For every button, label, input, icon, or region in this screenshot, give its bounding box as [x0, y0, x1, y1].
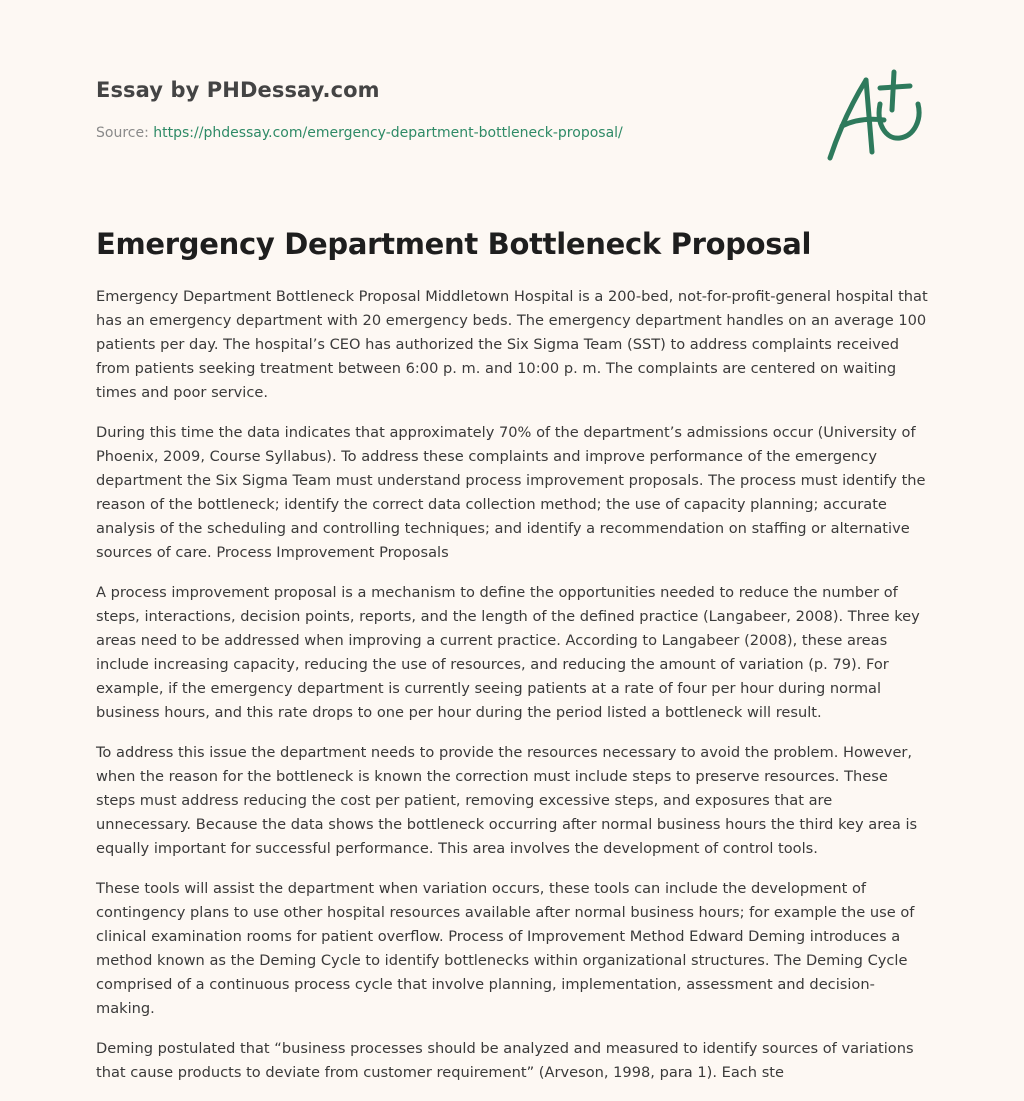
- source-line: [96, 123, 796, 143]
- paragraph: To address this issue the department needs to provide the resources necessary to avoid the problem. However, when the reason for the bottleneck is known the correction must include steps to preserve resources. These steps must address reducing the cost per patient, removing excessive steps, and exposures that are unnecessary. Because the data shows the bottleneck occurring after normal business hours the third key area is equally important for successful performance. This area involves the development of control tools.: [96, 744, 918, 857]
- source-link[interactable]: https://phdessay.com/emergency-department-bottleneck-proposal/: [153, 125, 623, 141]
- paragraph: Emergency Department Bottleneck Proposal Middletown Hospital is a 200-bed, not-for-profit-general hospital that has an emergency department with 20 emergency beds. The emergency department handles on an average 100 patients per day. The hospital’s CEO has authorized the Six Sigma Team (SST) to address complaints received from patients seeking treatment between 6:00 p. m. and 10:00 p. m. The complaints are centered on waiting times and poor service.: [96, 288, 928, 401]
- paragraph: A process improvement proposal is a mechanism to define the opportunities needed to reduce the number of steps, interactions, decision points, reports, and the length of the defined practice (Langabeer, 2008). Three key areas need to be addressed when improving a current practice. According to Langabeer (2008), these areas include increasing capacity, reducing the use of resources, and reducing the amount of variation (p. 79). For example, if the emergency department is currently seeing patients at a rate of four per hour during normal business hours, and this rate drops to one per hour during the period listed a bottleneck will result.: [96, 584, 920, 721]
- site-brand: Essay by PHDessay.com: [96, 78, 380, 102]
- document-title: Emergency Department Bottleneck Proposal: [96, 227, 812, 261]
- a-plus-grade-icon: [818, 64, 930, 168]
- source-label: Source:: [96, 125, 154, 141]
- document-body: [96, 285, 930, 1101]
- paragraph: Deming postulated that “business processes should be analyzed and measured to identify sources of variations that cause products to deviate from customer requirement” (Arveson, 1998, para 1). Each ste: [96, 1040, 914, 1081]
- essay-header: [96, 76, 796, 143]
- paragraph: These tools will assist the department when variation occurs, these tools can include the development of contingency plans to use other hospital resources available after normal business hours; for example the use of clinical examination rooms for patient overflow. Process of Improvement Method Edward Deming introduces a method known as the Deming Cycle to identify bottlenecks within organizational structures. The Deming Cycle comprised of a continuous process cycle that involve planning, implementation, assessment and decision-making.: [96, 880, 915, 1017]
- paragraph: During this time the data indicates that approximately 70% of the department’s admissions occur (University of Phoenix, 2009, Course Syllabus). To address these complaints and improve performance of the emergency department the Six Sigma Team must understand process improvement proposals. The process must identify the reason of the bottleneck; identify the correct data collection method; the use of capacity planning; accurate analysis of the scheduling and controlling techniques; and identify a recommendation on staffing or alternative sources of care. Process Improvement Proposals: [96, 424, 926, 561]
